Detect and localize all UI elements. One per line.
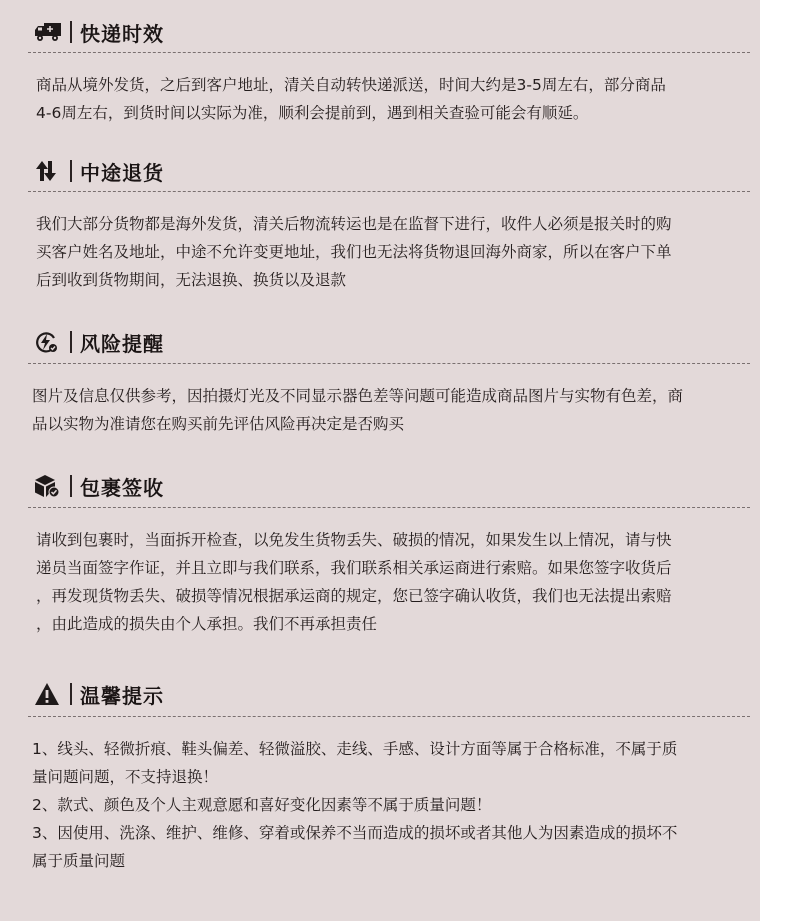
section-midway-return <box>0 151 760 191</box>
body-line: 品以实物为准请您在购买前先评估风险再决定是否购买 <box>32 415 405 433</box>
header-divider <box>70 683 72 705</box>
section-body <box>32 382 738 438</box>
truck-icon <box>34 19 62 45</box>
section-body <box>36 526 742 638</box>
section-title: 包裹签收 <box>80 475 164 500</box>
body-line: ，由此造成的损失由个人承担。我们不再承担责任 <box>36 615 378 633</box>
body-line: 请收到包裹时，当面拆开检查，以免发生货物丢失、破损的情况，如果发生以上情况，请与快 <box>36 531 672 549</box>
body-line: 1、线头、轻微折痕、鞋头偏差、轻微溢胶、走线、手感、设计方面等属于合格标准，不属于质 <box>32 740 678 758</box>
body-line: 买客户姓名及地址，中途不允许变更地址，我们也无法将货物退回海外商家，所以在客户下单 <box>36 243 672 261</box>
package-check-icon <box>34 473 62 499</box>
header-divider <box>70 475 72 497</box>
header-divider <box>70 331 72 353</box>
body-line: 4-6周左右，到货时间以实际为准，顺利会提前到，遇到相关查验可能会有顺延。 <box>36 104 589 122</box>
body-line: 图片及信息仅供参考，因拍摄灯光及不同显示器色差等问题可能造成商品图片与实物有色差，商 <box>32 387 684 405</box>
body-line: 2、款式、颜色及个人主观意愿和喜好变化因素等不属于质量问题！ <box>32 796 492 814</box>
header-divider <box>70 21 72 43</box>
section-body <box>36 71 742 127</box>
section-package-receipt <box>0 466 760 506</box>
section-title: 快递时效 <box>80 21 164 46</box>
section-header <box>0 466 760 506</box>
section-warm-tips <box>0 674 760 714</box>
section-shipping-time <box>0 12 760 52</box>
body-line: 递员当面签字作证，并且立即与我们联系，我们联系相关承运商进行索赔。如果您签字收货后 <box>36 559 672 577</box>
section-body <box>36 210 742 294</box>
body-line: 3、因使用、洗涤、维护、维修、穿着或保养不当而造成的损坏或者其他人为因素造成的损坏不 <box>32 824 678 842</box>
section-header <box>0 674 760 714</box>
body-line: 量问题问题，不支持退换！ <box>32 768 219 786</box>
section-title: 中途退货 <box>80 160 164 185</box>
body-line: 属于质量问题 <box>32 852 126 870</box>
return-arrows-icon <box>34 158 62 184</box>
section-body <box>32 735 738 875</box>
section-risk-reminder <box>0 322 760 362</box>
section-title: 风险提醒 <box>80 331 164 356</box>
warning-icon <box>34 681 62 707</box>
body-line: 商品从境外发货，之后到客户地址，清关自动转快递派送，时间大约是3-5周左右，部分商品 <box>36 76 666 94</box>
body-line: 我们大部分货物都是海外发货，清关后物流转运也是在监督下进行，收件人必须是报关时的购 <box>36 215 672 233</box>
dashed-rule <box>28 363 750 364</box>
dashed-rule <box>28 716 750 717</box>
section-header <box>0 151 760 191</box>
dashed-rule <box>28 52 750 53</box>
dashed-rule <box>28 507 750 508</box>
section-header <box>0 322 760 362</box>
dashed-rule <box>28 191 750 192</box>
section-title: 温馨提示 <box>80 683 164 708</box>
risk-lightning-icon <box>34 329 62 355</box>
section-header <box>0 12 760 52</box>
header-divider <box>70 160 72 182</box>
body-line: 后到收到货物期间，无法退换、换货以及退款 <box>36 271 347 289</box>
body-line: ，再发现货物丢失、破损等情况根据承运商的规定，您已签字确认收货，我们也无法提出索赔 <box>36 587 672 605</box>
